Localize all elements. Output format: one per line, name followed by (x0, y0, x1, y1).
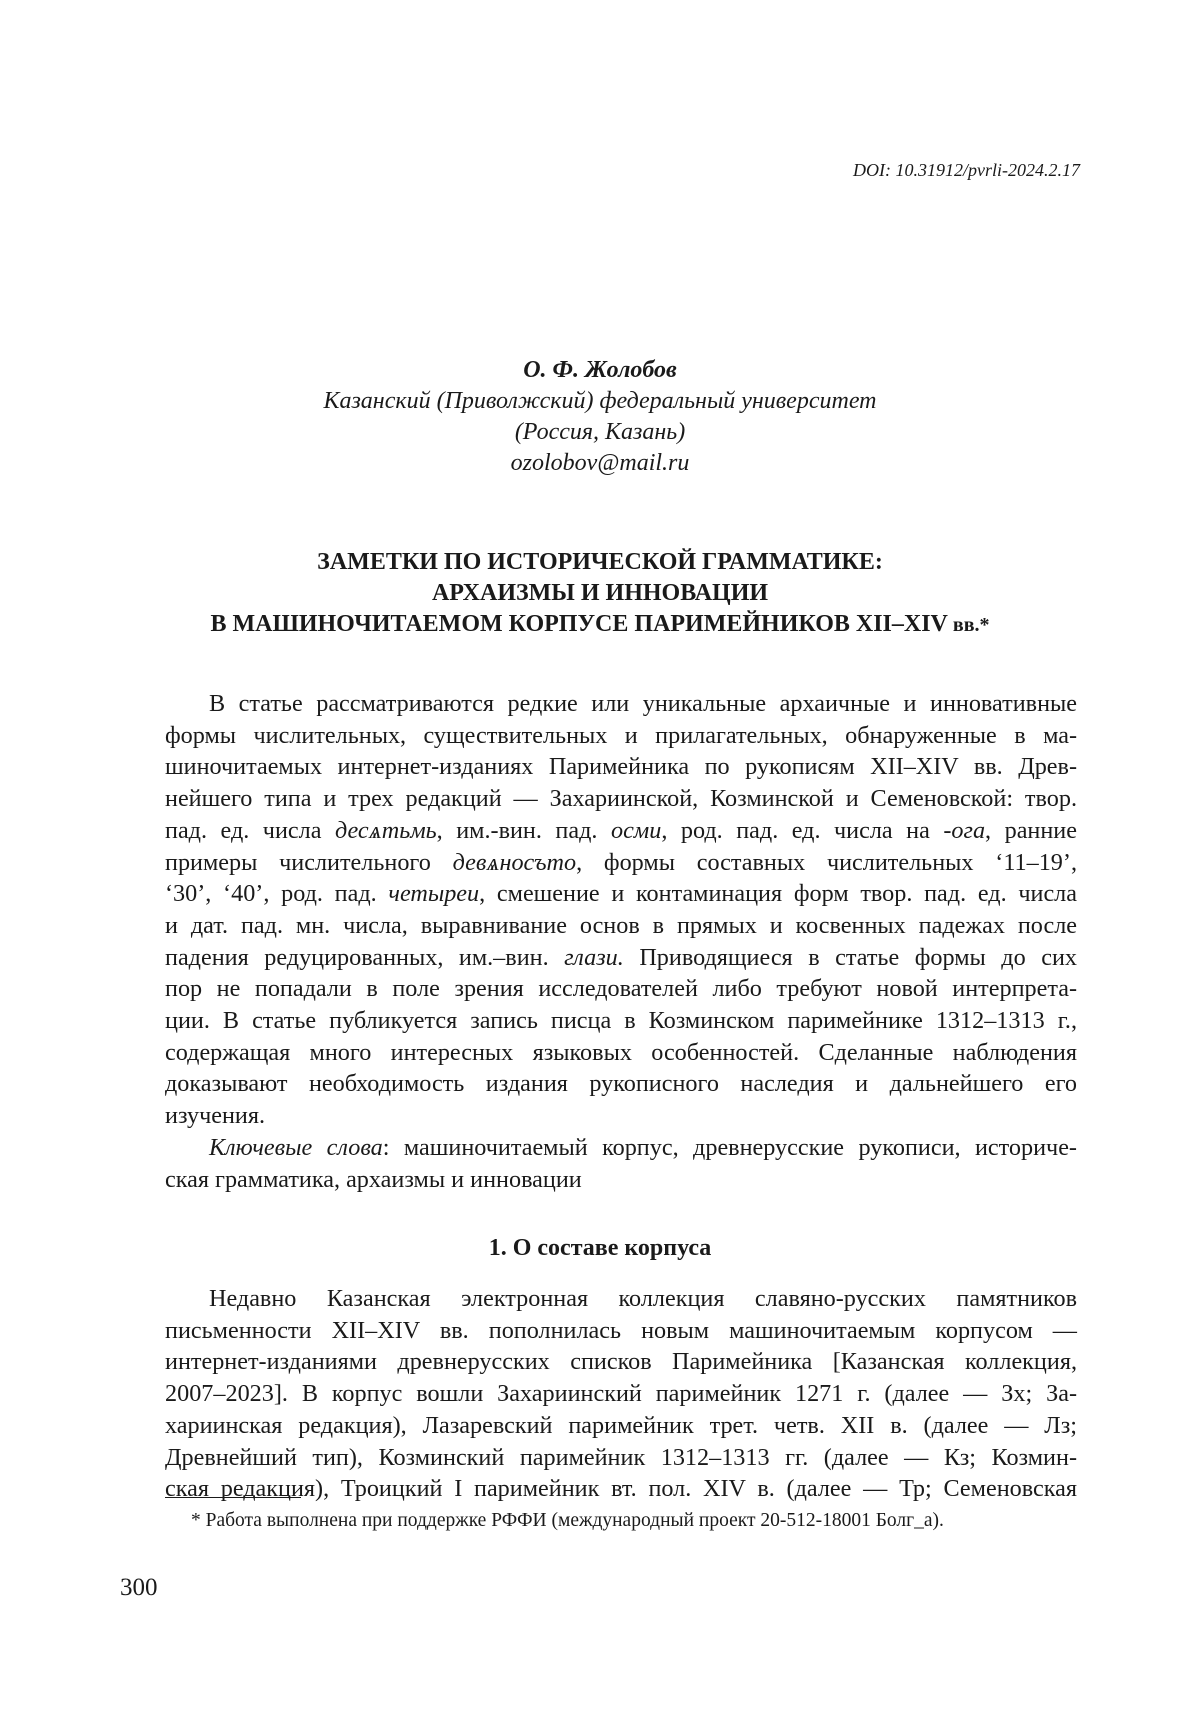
abstract-term: девѧносъто (452, 848, 577, 876)
author-email[interactable]: ozolobov@mail.ru (510, 450, 690, 476)
article-title (0, 547, 1200, 641)
author-location: (Россия, Казань) (514, 419, 686, 445)
section-heading: 1. О составе корпуса (488, 1235, 712, 1261)
abstract-text: , ранние (985, 816, 1077, 844)
abstract-line: шиночитаемых интернет-изданиях Паримейника по рукописям XII–XIV вв. Древ- (165, 753, 1077, 781)
doi-label: DOI: 10.31912/pvrli-2024.2.17 (853, 160, 1080, 180)
abstract-term: десѧтьмь (334, 816, 437, 844)
title-line-3-suffix[interactable]: вв.* (947, 614, 990, 636)
author-name: О. Ф. Жолобов (523, 357, 677, 383)
abstract-line: доказывают необходимость издания рукописного наследия и дальнейшего его (165, 1070, 1077, 1098)
abstract-line: В статье рассматриваются редкие или уникальные архаичные и инновативные (209, 690, 1077, 717)
abstract-line: и дат. пад. мн. числа, выравнивание основ в прямых и косвенных падежах после (165, 911, 1077, 939)
body-line: 2007–2023]. В корпус вошли Захариинский паримейник 1271 г. (далее — Зх; За- (165, 1380, 1077, 1408)
body-line: Недавно Казанская электронная коллекция славяно-русских памятников (209, 1285, 1077, 1312)
title-line-2: АРХАИЗМЫ И ИННОВАЦИИ (431, 580, 769, 606)
body-line: Древнейший тип), Козминский паримейник 1312–1313 гг. (далее — Кз; Козмин- (165, 1443, 1077, 1471)
body-line: интернет-изданиями древнерусских списков Паримейника [Казанская коллекция, (165, 1348, 1077, 1376)
abstract (165, 688, 1077, 1195)
abstract-term: осми (610, 816, 662, 844)
abstract-text: падения редуцированных, им.–вин. (165, 943, 565, 971)
abstract-text: ‘30’, ‘40’, род. пад. (165, 880, 389, 908)
abstract-line (165, 878, 1077, 910)
abstract-line (165, 942, 1077, 974)
author-block (0, 355, 1200, 479)
abstract-line (165, 815, 1077, 847)
abstract-line: пор не попадали в поле зрения исследователей либо требуют новой интерпрета- (165, 975, 1077, 1003)
footnote: * Работа выполнена при поддержке РФФИ (международный проект 20-512-18001 Болг_а). (191, 1510, 944, 1531)
abstract-text: , формы составных числительных ‘11–19’, (576, 848, 1077, 876)
title-line-3-main: В МАШИНОЧИТАЕМОМ КОРПУСЕ ПАРИМЕЙНИКОВ XII–XIV (210, 611, 948, 637)
abstract-text: Приводящиеся в статье формы до сих (623, 943, 1077, 971)
abstract-text: примеры числительного (165, 848, 453, 876)
footnote-divider (165, 1497, 301, 1498)
body-line: хариинская редакция), Лазаревский паримейник трет. четв. XII в. (далее — Лз; (165, 1411, 1077, 1439)
author-affiliation: Казанский (Приволжский) федеральный университет (323, 388, 877, 414)
abstract-text: пад. ед. числа (165, 816, 335, 844)
body-line: письменности XII–XIV вв. пополнилась новым машиночитаемым корпусом — (165, 1316, 1077, 1344)
section-body (165, 1283, 1077, 1505)
abstract-line: изучения. (165, 1102, 266, 1130)
abstract-line: содержащая много интересных языковых особенностей. Сделанные наблюдения (165, 1038, 1077, 1066)
abstract-line (165, 847, 1077, 879)
title-line-3 (0, 609, 1200, 641)
abstract-term: -ога (943, 816, 986, 844)
page-number: 300 (120, 1574, 158, 1601)
abstract-text: , род. пад. ед. числа на (661, 816, 944, 844)
body-line: ская редакция), Троицкий I паримейник вт. пол. XIV в. (далее — Тр; Семеновская (165, 1475, 1077, 1503)
keywords-text: : машиночитаемый корпус, древнерусские рукописи, историче- (382, 1133, 1077, 1161)
abstract-line: нейшего типа и трех редакций — Захариинской, Козминской и Семеновской: твор. (165, 785, 1077, 813)
keywords-label: Ключевые слова (209, 1133, 383, 1161)
abstract-line: ции. В статье публикуется запись писца в Козминском паримейнике 1312–1313 г., (165, 1007, 1077, 1035)
keywords-line (165, 1132, 1077, 1164)
title-line-1: ЗАМЕТКИ ПО ИСТОРИЧЕСКОЙ ГРАММАТИКЕ: (317, 549, 883, 575)
keywords-line: ская грамматика, архаизмы и инновации (165, 1165, 582, 1193)
abstract-text: , им.-вин. пад. (436, 816, 611, 844)
abstract-line: формы числительных, существительных и прилагательных, обнаруженные в ма- (165, 721, 1077, 749)
abstract-text: , смешение и контаминация форм твор. пад. ед. числа (479, 880, 1077, 908)
abstract-term: четыреи (388, 880, 480, 908)
abstract-term: глази. (564, 943, 624, 971)
